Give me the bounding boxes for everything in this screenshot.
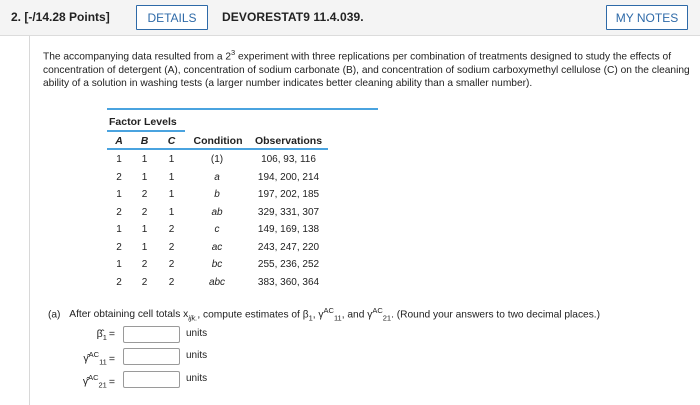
answer-unit: units xyxy=(186,328,208,339)
cell-c: 2 xyxy=(168,276,175,288)
cell-c: 2 xyxy=(168,241,175,253)
answer-unit: units xyxy=(186,373,208,384)
part-a-text-4: , and γ xyxy=(341,309,373,321)
question-header xyxy=(0,0,700,36)
table-row xyxy=(107,239,328,257)
cell-c: 1 xyxy=(168,206,175,218)
factor-table-body xyxy=(107,151,328,291)
cell-b: 1 xyxy=(141,154,148,166)
cell-a: 2 xyxy=(116,241,122,253)
table-row xyxy=(107,274,328,292)
cell-a: 2 xyxy=(116,276,122,288)
cell-a: 2 xyxy=(116,171,122,183)
table-title: Factor Levels xyxy=(109,116,177,128)
cell-observations: 255, 236, 252 xyxy=(257,259,320,271)
question-number: 2. [-/14.28 Points] xyxy=(11,10,110,24)
table-row xyxy=(107,169,328,187)
answer-label-gamma-ac11: γ̂$^{AC}_{11}$ = xyxy=(83,350,115,367)
cell-a: 1 xyxy=(116,154,122,166)
part-a-text-3: , γ xyxy=(312,309,324,321)
cell-b: 2 xyxy=(141,276,148,288)
cell-condition: ab xyxy=(211,206,223,218)
question-content xyxy=(29,36,700,405)
question-prompt xyxy=(43,46,693,90)
cell-condition: bc xyxy=(211,259,223,271)
header-c: C xyxy=(167,135,176,147)
cell-a: 1 xyxy=(116,189,122,201)
cell-a: 1 xyxy=(116,224,122,236)
cell-c: 1 xyxy=(168,189,175,201)
table-row xyxy=(107,256,328,274)
part-a-instructions xyxy=(48,306,698,322)
table-row xyxy=(107,151,328,169)
header-bottom-rule xyxy=(107,148,328,150)
answer-sub: 1 xyxy=(102,333,107,343)
part-a-text-2: , compute estimates of β xyxy=(197,309,309,321)
cell-condition: a xyxy=(214,171,220,183)
header-b: B xyxy=(140,135,149,147)
cell-observations: 106, 93, 116 xyxy=(261,154,316,166)
cell-observations: 383, 360, 364 xyxy=(257,276,320,288)
part-a-gamma2-sub: 21 xyxy=(382,313,392,323)
cell-observations: 194, 200, 214 xyxy=(257,171,320,183)
part-a-gamma1-sup: AC xyxy=(323,306,334,315)
cell-observations: 243, 247, 220 xyxy=(257,241,320,253)
cell-observations: 197, 202, 185 xyxy=(257,189,320,201)
cell-condition: ac xyxy=(211,241,223,253)
cell-condition: (1) xyxy=(210,154,224,166)
part-a-x-sub: ijk. xyxy=(188,313,198,323)
cell-b: 1 xyxy=(141,241,148,253)
part-a-text-5: . (Round your answers to two decimal places.) xyxy=(391,309,601,321)
answer-label-beta1: $\betâ_1$ = xyxy=(96,328,115,343)
cell-condition: b xyxy=(214,189,220,201)
answer-sub: 21 xyxy=(98,380,107,390)
answer-sup: AC xyxy=(88,373,99,382)
part-a-text-1: After obtaining cell totals x xyxy=(69,309,189,321)
table-row xyxy=(107,221,328,239)
answer-sub: 11 xyxy=(99,357,107,367)
header-a: A xyxy=(115,135,123,147)
prompt-text-2: experiment with three replications per combination of treatments designed to study the effects of concentration of detergent (A), concentration of sodium carbonate (B), and concentration of sodium carboxymethyl cellulose (C) on the cleaning ability of a solution in washing tests (a larger number indicates better cleaning ability than a smaller number). xyxy=(43,51,690,89)
answer-sup: AC xyxy=(88,350,100,359)
cell-c: 1 xyxy=(168,171,175,183)
prompt-text-1: The accompanying data resulted from a 2 xyxy=(43,51,232,63)
prompt-exponent: 3 xyxy=(231,48,236,57)
part-a-gamma1-sub: 11 xyxy=(333,313,342,323)
cell-c: 2 xyxy=(168,259,175,271)
answer-symbol: γ̂ xyxy=(82,375,89,388)
cell-b: 2 xyxy=(141,259,148,271)
part-a-label: (a) xyxy=(48,309,61,321)
factor-levels-rule xyxy=(107,130,185,132)
cell-condition: abc xyxy=(208,276,226,288)
answer-symbol: β̂ xyxy=(96,328,103,340)
cell-observations: 149, 169, 138 xyxy=(257,224,320,236)
question-code: DEVORESTAT9 11.4.039. xyxy=(222,10,364,24)
answer-input-gamma-ac11[interactable] xyxy=(123,348,180,365)
part-a-beta-sub: 1 xyxy=(308,313,313,323)
answer-unit: units xyxy=(186,350,208,361)
cell-condition: c xyxy=(214,224,220,236)
answer-input-beta1[interactable] xyxy=(123,326,180,343)
header-condition: Condition xyxy=(193,135,243,147)
header-observations: Observations xyxy=(254,135,323,147)
cell-observations: 329, 331, 307 xyxy=(257,206,320,218)
table-top-rule xyxy=(107,108,378,110)
cell-b: 1 xyxy=(141,171,148,183)
cell-b: 2 xyxy=(141,206,148,218)
cell-a: 1 xyxy=(116,259,122,271)
cell-c: 2 xyxy=(168,224,175,236)
table-row xyxy=(107,204,328,222)
part-a-gamma2-sup: AC xyxy=(372,306,383,315)
my-notes-button[interactable]: MY NOTES xyxy=(606,5,688,30)
details-button[interactable]: DETAILS xyxy=(136,5,208,30)
cell-b: 2 xyxy=(141,189,148,201)
answer-symbol: γ̂ xyxy=(83,352,89,365)
answer-input-gamma-ac21[interactable] xyxy=(123,371,180,388)
table-row xyxy=(107,186,328,204)
cell-c: 1 xyxy=(168,154,175,166)
answer-label-gamma-ac21: γ̂$^{AC}_{21}$ = xyxy=(82,373,115,390)
cell-b: 1 xyxy=(141,224,148,236)
cell-a: 2 xyxy=(116,206,122,218)
